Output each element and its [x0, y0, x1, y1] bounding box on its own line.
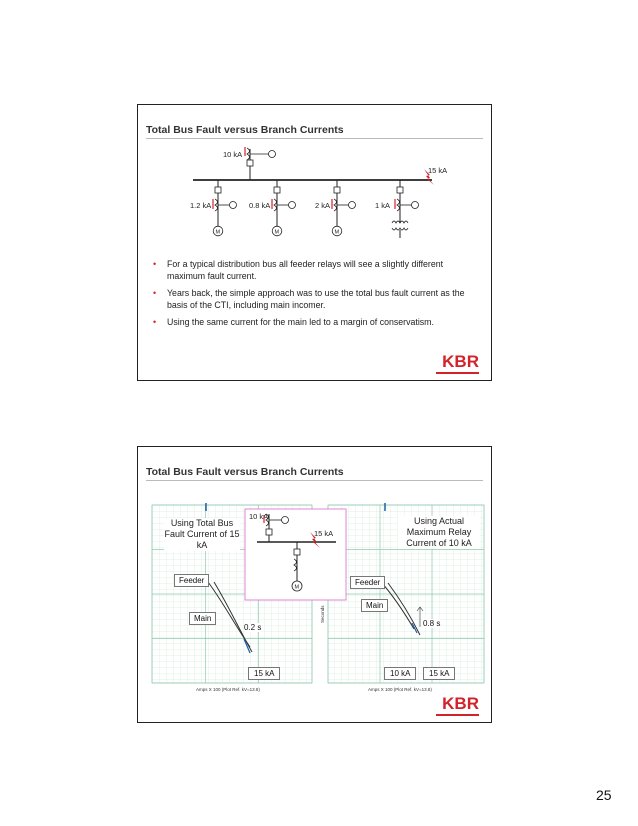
feeder-4-current: 1 kA	[375, 201, 391, 210]
right-current-box-2: 15 kA	[423, 667, 455, 680]
bullet-list	[150, 259, 480, 335]
left-main-label: Main	[189, 612, 216, 625]
slide-1-title: Total Bus Fault versus Branch Currents	[146, 124, 344, 136]
left-current-box: 15 kA	[248, 667, 280, 680]
kbr-logo: KBR	[442, 694, 479, 713]
slide-2-title: Total Bus Fault versus Branch Currents	[146, 466, 344, 478]
svg-text:M: M	[274, 229, 280, 236]
logo-underline	[436, 714, 479, 716]
svg-text:M: M	[215, 229, 221, 236]
ct-symbol	[247, 148, 250, 160]
slide-2	[137, 446, 492, 723]
title-rule	[146, 480, 483, 481]
left-annotation: Using Total Bus Fault Current of 15 kA	[164, 518, 240, 550]
right-cti-label: 0.8 s	[423, 619, 441, 628]
feeder-4	[375, 180, 419, 238]
right-feeder-label: Feeder	[350, 576, 385, 589]
feeder-3	[315, 180, 356, 236]
feeder-2-current: 0.8 kA	[249, 201, 271, 210]
bullet-item: • Years back, the simple approach was to use the total bus fault current as the basis of the CTI, including main incomer.	[153, 288, 465, 310]
title-rule	[146, 138, 483, 139]
bullet-item: • Using the same current for the main led to a margin of conservatism.	[153, 317, 434, 327]
feeder-2	[249, 180, 296, 236]
kbr-logo: KBR	[442, 352, 479, 371]
fault-current-label: 15 kA	[428, 166, 448, 175]
right-current-box-1: 10 kA	[384, 667, 416, 680]
feeder-3-current: 2 kA	[315, 201, 331, 210]
page-number: 25	[596, 787, 612, 803]
feeder-1-current: 1.2 kA	[190, 201, 212, 210]
svg-text:M: M	[334, 229, 340, 236]
bullet-item: • For a typical distribution bus all feeder relays will see a slightly different maximum fault current.	[153, 259, 444, 281]
feeder-1	[190, 180, 237, 236]
right-xlabel: Amps X 100 (Plot Ref. kV=13.8)	[368, 687, 432, 692]
logo-underline	[436, 372, 479, 374]
inset-fault-current: 15 kA	[314, 529, 334, 538]
left-feeder-label: Feeder	[174, 574, 209, 587]
left-cti-label: 0.2 s	[244, 623, 262, 632]
main-current-label: 10 kA	[223, 150, 243, 159]
slide-1	[137, 104, 492, 381]
relay-symbol	[269, 151, 276, 158]
breaker-symbol	[247, 160, 253, 166]
right-annotation: Using Actual Maximum Relay Current of 10 kA	[398, 516, 480, 549]
inset-main-current: 10 kA	[249, 512, 269, 521]
single-line-diagram	[138, 143, 493, 273]
right-ylabel: Seconds	[320, 605, 325, 623]
left-xlabel: Amps X 100 (Plot Ref. kV=13.8)	[196, 687, 260, 692]
svg-text:M: M	[294, 584, 300, 591]
right-main-label: Main	[361, 599, 388, 612]
transformer-icon	[392, 221, 408, 230]
